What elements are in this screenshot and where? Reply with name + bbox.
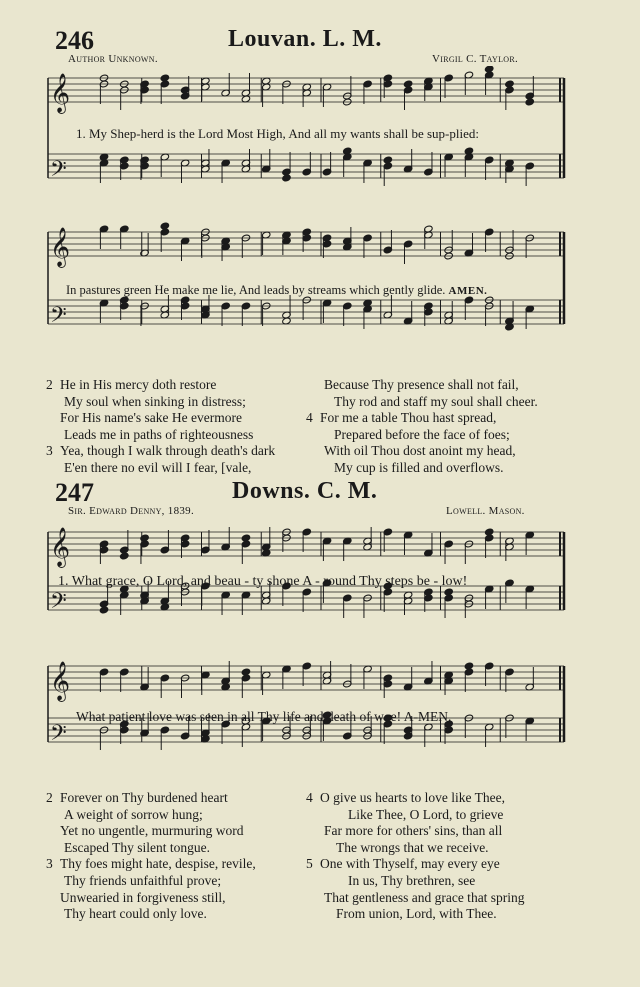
note-head bbox=[282, 174, 291, 182]
author-credit: Author Unknown. bbox=[68, 53, 158, 65]
stanza-line: Prepared before the face of foes; bbox=[334, 426, 510, 442]
note-head bbox=[403, 80, 412, 88]
treble-clef-icon: 𝄞 bbox=[50, 527, 71, 567]
stanza-line: E'en there no evil will I fear, [vale, bbox=[64, 459, 252, 475]
stanza-line: 4 O give us hearts to love like Thee, bbox=[306, 790, 505, 805]
stanza-line: For His name's sake He evermore bbox=[60, 410, 242, 426]
stanza-line: That gentleness and grace that spring bbox=[324, 889, 525, 905]
stanza-line: Because Thy presence shall not fail, bbox=[324, 377, 519, 392]
stanzas-left-247 bbox=[46, 790, 256, 923]
stanzas-right-247 bbox=[306, 790, 525, 923]
bass-clef-icon: 𝄢 bbox=[50, 157, 67, 187]
note-head bbox=[525, 98, 534, 106]
tune-name: Downs. bbox=[232, 478, 311, 504]
stanza-line: 5 One with Thyself, may every eye bbox=[306, 856, 500, 872]
stanza-line: The wrongs that we receive. bbox=[336, 839, 489, 855]
stanza-line: Escaped Thy silent tongue. bbox=[64, 839, 210, 855]
stanza-line: My soul when sinking in distress; bbox=[64, 393, 246, 409]
stanza-line: Unwearied in forgiveness still, bbox=[60, 889, 226, 905]
treble-staff bbox=[48, 66, 564, 114]
stanza-line: 2 He in His mercy doth restore bbox=[46, 377, 217, 392]
stanza-line: Thy heart could only love. bbox=[64, 906, 207, 922]
stanzas-right-246 bbox=[306, 377, 538, 477]
note-head bbox=[241, 668, 250, 676]
bass-staff bbox=[48, 147, 564, 187]
tune-title-downs bbox=[232, 478, 377, 505]
stanza-line: Yet no ungentle, murmuring word bbox=[60, 823, 244, 839]
treble-clef-icon: 𝄞 bbox=[50, 73, 71, 113]
stanza-line: A weight of sorrow hung; bbox=[64, 806, 203, 822]
stanza-line: With oil Thou dost anoint my head, bbox=[324, 443, 516, 459]
treble-clef-icon: 𝄞 bbox=[50, 227, 71, 267]
stanza-line: My cup is filled and overflows. bbox=[334, 459, 504, 475]
hymn-number-246: 246 bbox=[55, 26, 94, 55]
note-head bbox=[160, 74, 169, 82]
tune-name: Louvan. bbox=[228, 26, 317, 52]
bass-clef-icon: 𝄢 bbox=[50, 303, 67, 333]
treble-clef-icon: 𝄞 bbox=[50, 661, 71, 701]
stanza-line: In us, Thy brethren, see bbox=[348, 872, 476, 888]
note-head bbox=[140, 534, 149, 542]
note-head bbox=[484, 66, 493, 73]
amen-label: AMEN. bbox=[448, 285, 488, 297]
lyric-line-247-1: 1. What grace, O Lord, and beau - ty shone A - round Thy steps be - low! bbox=[58, 574, 468, 589]
note-head bbox=[120, 552, 129, 560]
stanza-line: Thy friends unfaithful prove; bbox=[64, 872, 222, 888]
tune-meter: L. M. bbox=[322, 26, 382, 52]
bass-clef-icon: 𝄢 bbox=[50, 589, 67, 619]
treble-staff bbox=[48, 661, 564, 702]
composer-credit: Virgil C. Taylor. bbox=[432, 53, 519, 65]
note-head bbox=[99, 606, 108, 614]
tune-title-louvan bbox=[228, 26, 382, 53]
stanzas-left-246 bbox=[46, 377, 275, 477]
note-head bbox=[383, 156, 392, 164]
composer-credit: Lowell. Mason. bbox=[446, 505, 525, 517]
tune-meter: C. M. bbox=[316, 478, 378, 504]
note-head bbox=[484, 528, 493, 536]
note-head bbox=[505, 80, 514, 88]
note-head bbox=[241, 534, 250, 542]
bass-clef-icon: 𝄢 bbox=[50, 721, 67, 751]
stanza-line: Thy rod and staff my soul shall cheer. bbox=[334, 393, 538, 409]
bass-staff bbox=[48, 295, 564, 333]
lyric-line-246-1: 1. My Shep-herd is the Lord Most High, And all my wants shall be sup-plied: bbox=[76, 126, 479, 141]
stanza-line: Leads me in paths of righteousness bbox=[64, 426, 254, 442]
lyric-line-247-2: What patient love was seen in all Thy life and death of woe! A-MEN. bbox=[76, 709, 452, 724]
stanza-line: 2 Forever on Thy burdened heart bbox=[46, 790, 228, 805]
treble-staff bbox=[48, 222, 564, 268]
note-head bbox=[464, 662, 473, 670]
author-credit: Sir. Edward Denny, 1839. bbox=[68, 505, 195, 517]
stanza-line: 3 Yea, though I walk through death's dark bbox=[46, 443, 276, 459]
stanza-line: 4 For me a table Thou hast spread, bbox=[306, 410, 497, 426]
treble-staff bbox=[48, 527, 564, 568]
stanza-line: Like Thee, O Lord, to grieve bbox=[348, 806, 504, 822]
stanza-line: Far more for others' sins, than all bbox=[324, 823, 503, 839]
stanza-line: From union, Lord, with Thee. bbox=[336, 906, 497, 922]
note-head bbox=[160, 222, 169, 230]
stanza-line: 3 Thy foes might hate, despise, revile, bbox=[46, 856, 256, 872]
lyric-line-246-2 bbox=[66, 283, 487, 298]
lyric-text: In pastures green He make me lie, And leads by streams which gently glide. bbox=[66, 283, 446, 297]
hymn-number-247: 247 bbox=[55, 478, 94, 507]
